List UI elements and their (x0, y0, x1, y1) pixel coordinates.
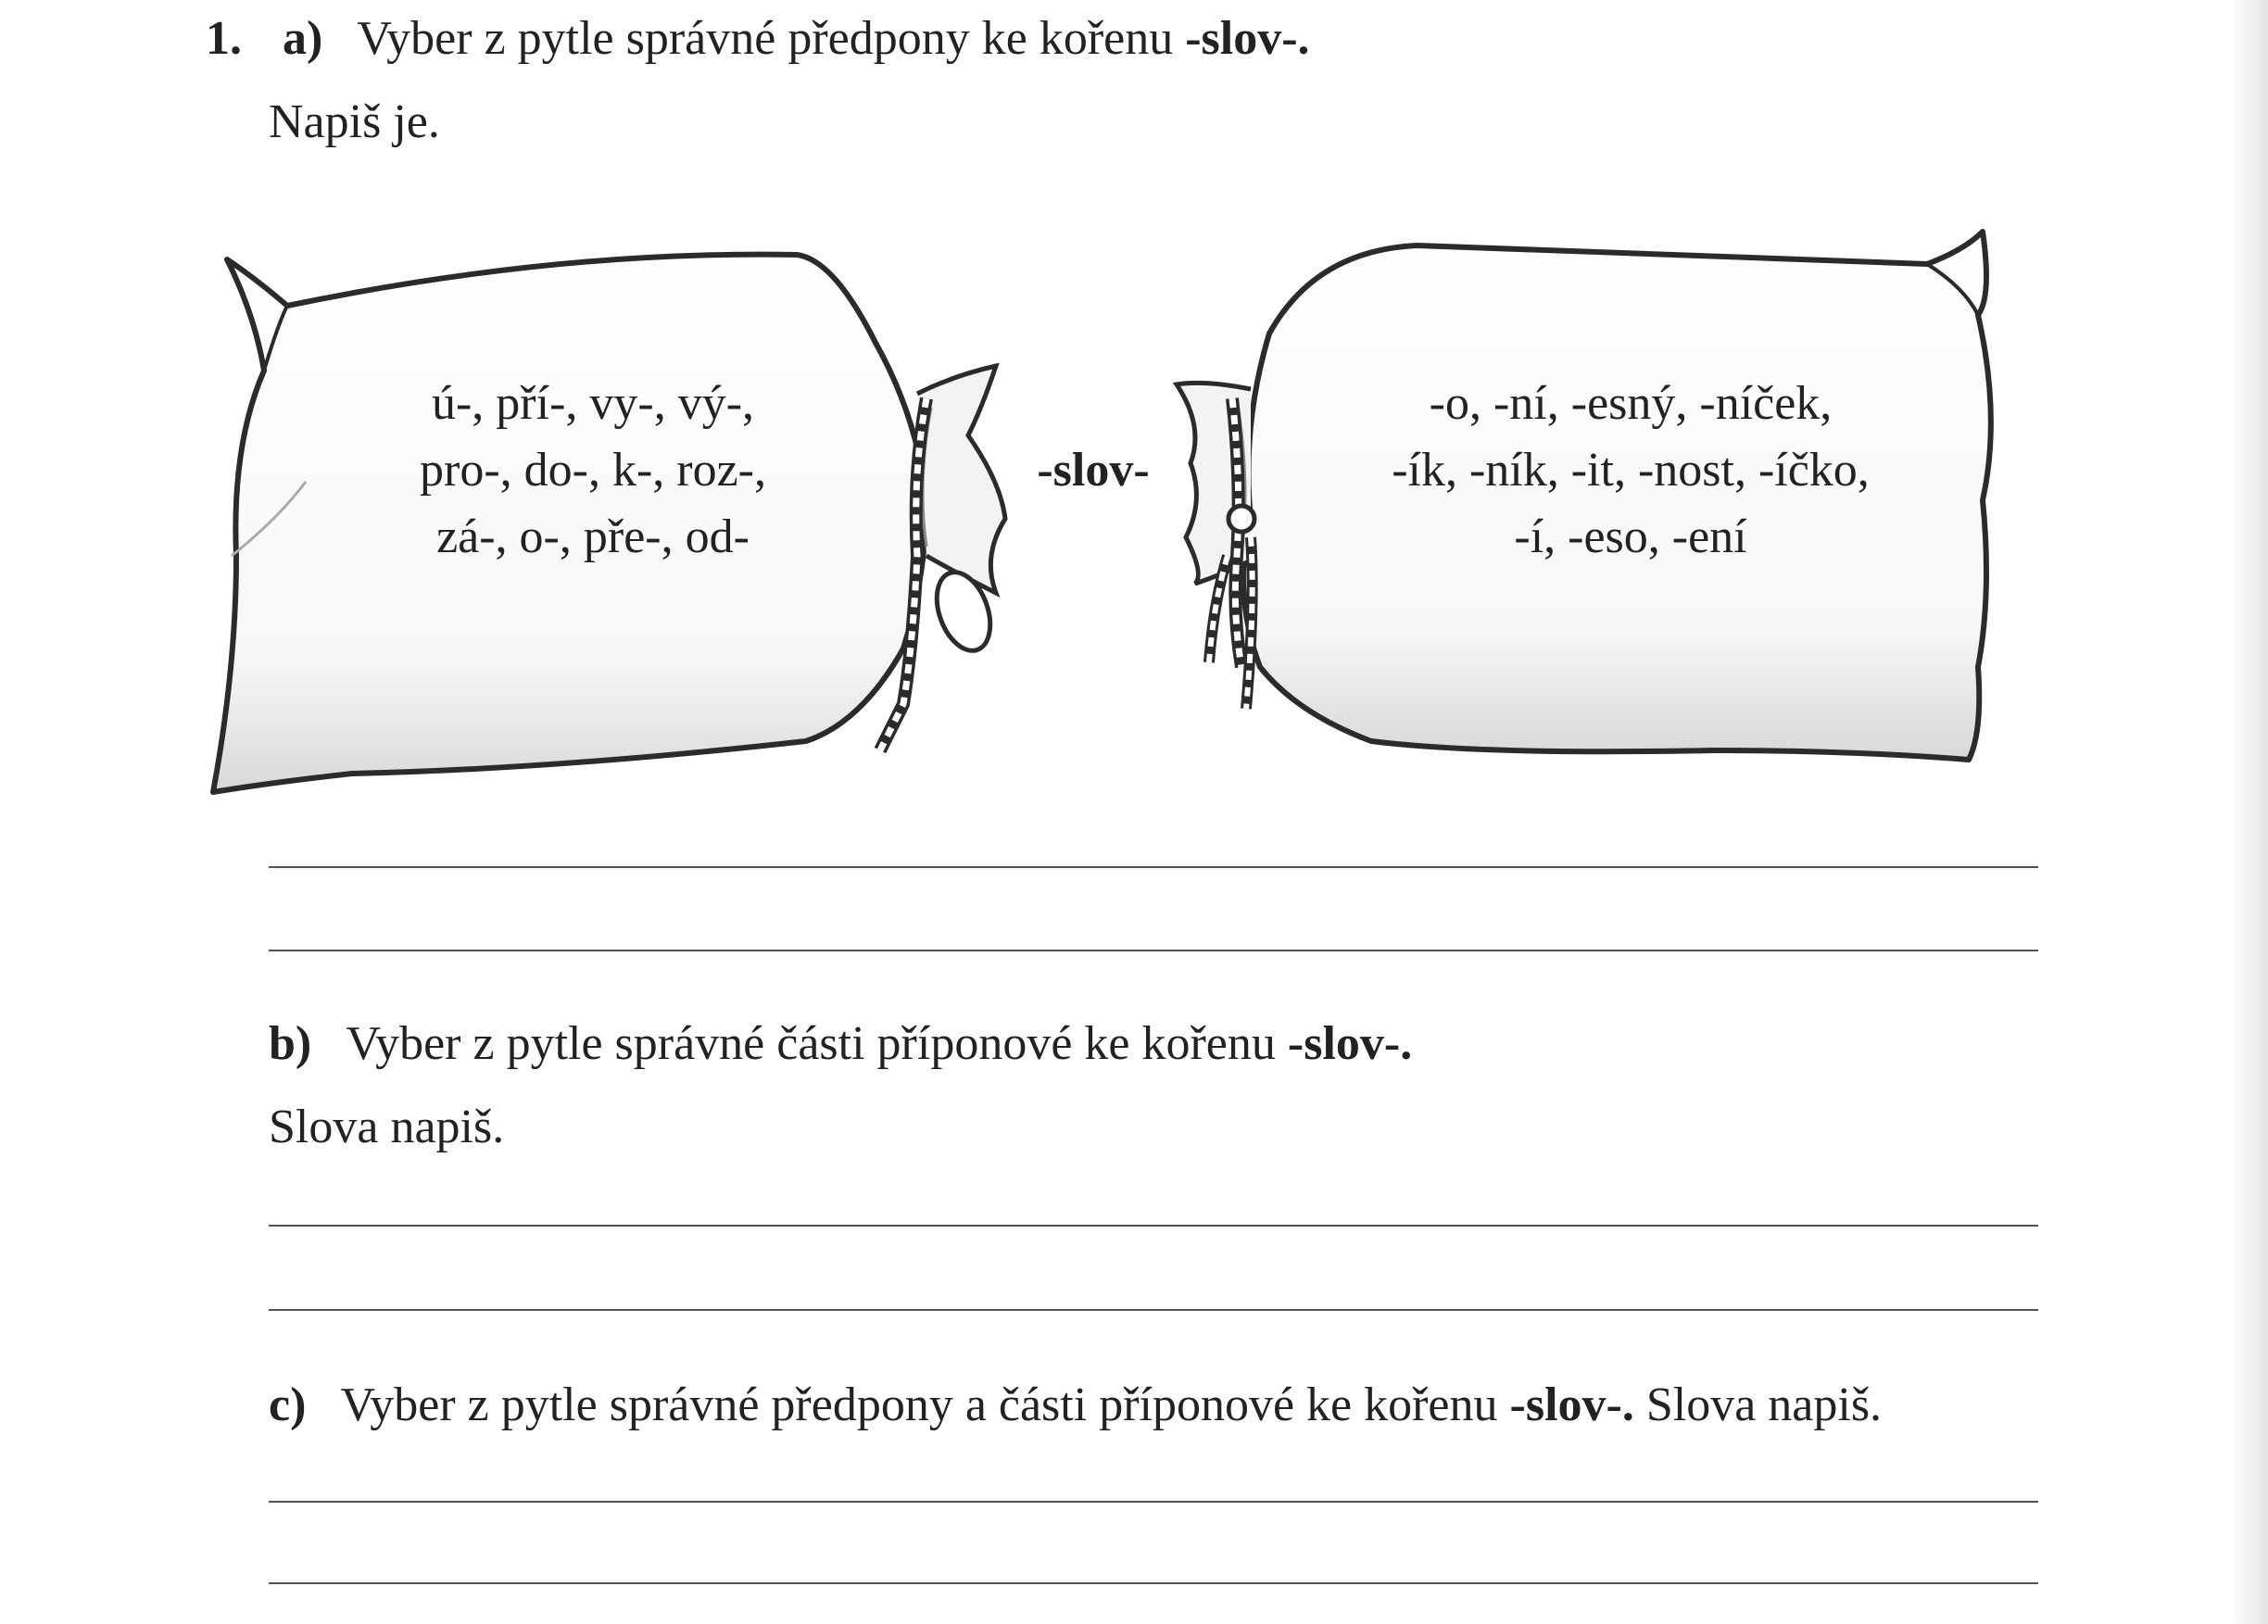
prefix-line: pro-, do-, k-, roz-, (420, 444, 766, 497)
part-a-instruction: Vyber z pytle správné předpony ke kořenu (357, 12, 1174, 65)
part-b-instruction2: Slova napiš. (269, 1101, 505, 1153)
part-a-label: a) (283, 12, 323, 65)
answer-line-b2[interactable] (269, 1309, 2038, 1311)
part-c-root: -slov-. (1509, 1379, 1634, 1431)
part-c-label: c) (269, 1379, 307, 1431)
prefix-list (366, 371, 820, 571)
exercise-heading-b (269, 1014, 1412, 1074)
part-b-label: b) (269, 1017, 312, 1070)
part-b-instruction: Vyber z pytle správné části příponové ke kořenu (346, 1017, 1276, 1070)
suffix-line: -ík, -ník, -it, -nost, -íčko, (1392, 444, 1870, 497)
answer-line-a2[interactable] (269, 950, 2038, 951)
prefix-line: ú-, pří-, vy-, vý-, (431, 377, 755, 430)
answer-line-c1[interactable] (269, 1501, 2038, 1503)
suffix-list (1353, 371, 1909, 571)
part-a-instruction2: Napiš je. (269, 95, 440, 148)
part-c-instruction: Vyber z pytle správné předpony a části příponové ke kořenu (340, 1379, 1498, 1431)
scan-edge-shadow (2231, 0, 2268, 1624)
suffix-line: -í, -eso, -ení (1514, 510, 1747, 563)
prefix-line: zá-, o-, pře-, od- (436, 510, 750, 563)
answer-line-a1[interactable] (269, 866, 2038, 868)
root-label: -slov- (1037, 444, 1150, 497)
exercise-number: 1. (206, 12, 242, 65)
suffix-line: -o, -ní, -esný, -níček, (1429, 377, 1833, 430)
answer-line-c2[interactable] (269, 1582, 2038, 1584)
exercise-heading-c (269, 1376, 1882, 1435)
part-c-instruction-end: Slova napiš. (1645, 1379, 1883, 1431)
part-b-root: -slov-. (1287, 1017, 1413, 1070)
part-a-root: -slov-. (1185, 12, 1310, 65)
answer-line-b1[interactable] (269, 1225, 2038, 1227)
